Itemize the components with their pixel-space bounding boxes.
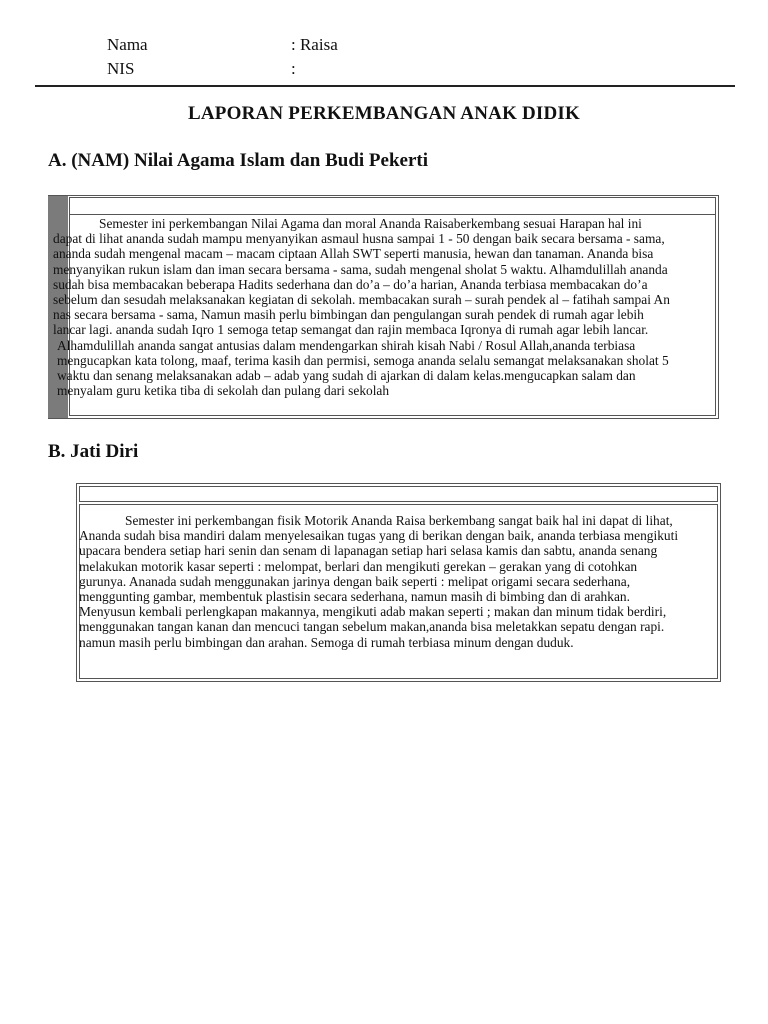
section-b-line: melakukan motorik kasar seperti : melompat, berlari dan mengikuti gerekan – gerakan yang di cotohkan — [79, 558, 638, 574]
section-a-line: waktu dan senang melaksanakan adab – adab yang sudah di ajarkan di dalam kelas.mengucapkan salam dan — [57, 368, 636, 384]
section-b-line: Semester ini perkembangan fisik Motorik Ananda Raisa berkembang sangat baik hal ini dapat di lihat, — [125, 513, 673, 528]
document-title: LAPORAN PERKEMBANGAN ANAK DIDIK — [187, 103, 581, 124]
name-value: : Raisa — [291, 35, 338, 54]
section-b-header-cell — [79, 486, 718, 502]
section-a-line: lancar lagi. ananda sudah Iqro 1 semoga tetap semangat dan rajin membaca Iqronya di rumah agar lebih lancar. — [53, 322, 649, 338]
section-b-heading: B. Jati Diri — [48, 441, 139, 462]
section-b-line: gurunya. Ananada sudah menggunakan jarinya dengan baik seperti : melipat origami secara sederhana, — [79, 573, 631, 589]
section-a-line: ananda sudah mengenal macam – macam ciptaan Allah SWT seperti manusia, hewan dan tanaman. Ananda bisa — [53, 246, 654, 262]
section-a-line: menyalam guru ketika tiba di sekolah dan pulang dari sekolah — [57, 383, 390, 399]
section-a-header-cell — [69, 197, 716, 215]
section-b-text — [79, 513, 713, 650]
section-a-line: Alhamdulillah ananda sangat antusias dalam mendengarkan shirah kisah Nabi / Rosul Allah,ananda terbiasa — [57, 337, 636, 353]
name-label: Nama — [107, 35, 148, 54]
section-a-line: sudah bisa membacakan beberapa Hadits sederhana dan do’a – do’a harian, Ananda terbiasa membacakan do’a — [53, 276, 648, 292]
section-a-line: Semester ini perkembangan Nilai Agama dan moral Ananda Raisaberkembang sesuai Harapan hal ini — [99, 216, 642, 231]
section-a-text — [53, 216, 712, 398]
section-b-line: Ananda sudah bisa mandiri dalam menyelesaikan tugas yang di berikan dengan baik, ananda terbiasa mengikuti — [79, 528, 679, 544]
section-a-line: nas secara bersama - sama, Namun masih perlu bimbingan dan pengulangan surah pendek di rumah agar lebih — [53, 307, 644, 323]
section-b-line: upacara bendera setiap hari senin dan senam di lapanagan setiap hari selasa kamis dan sabtu, ananda senang — [79, 543, 658, 559]
nis-value: : — [291, 59, 296, 78]
section-b-line: menggunakan tangan kanan dan mencuci tangan sebelum makan,ananda bisa meletakkan sepatu dengan rapi. — [79, 619, 665, 635]
section-b-line: namun masih perlu bimbingan dan arahan. Semoga di rumah terbiasa minum dengan duduk. — [79, 634, 574, 650]
section-b-line: Menyusun kembali perlengkapan makannya, mengikuti adab makan seperti ; makan dan minum tidak berdiri, — [79, 604, 667, 620]
nis-label: NIS — [107, 59, 135, 78]
section-a-line: mengucapkan kata tolong, maaf, terima kasih dan permisi, semoga ananda selalu semangat melaksanakan sholat 5 — [57, 352, 669, 368]
section-a-line: dapat di lihat ananda sudah mampu menyanyikan asmaul husna sampai 1 - 50 dengan baik secara bersama - sama, — [53, 231, 665, 247]
section-a-line: menyanyikan rukun islam dan iman secara bersama - sama, sudah mengenal sholat 5 waktu. Alhamdulillah ananda — [53, 261, 668, 277]
section-a-line: sebelum dan sesudah melaksanakan kegiatan di sekolah. membacakan surah – surah pendek al – fatihah sampai An — [53, 292, 670, 308]
section-b-line: menggunting gambar, membentuk plastisin secara sederhana, namun masih di bimbing dan di arahkan. — [79, 589, 630, 605]
header-divider — [35, 85, 735, 87]
section-a-heading: A. (NAM) Nilai Agama Islam dan Budi Pekerti — [48, 150, 428, 171]
